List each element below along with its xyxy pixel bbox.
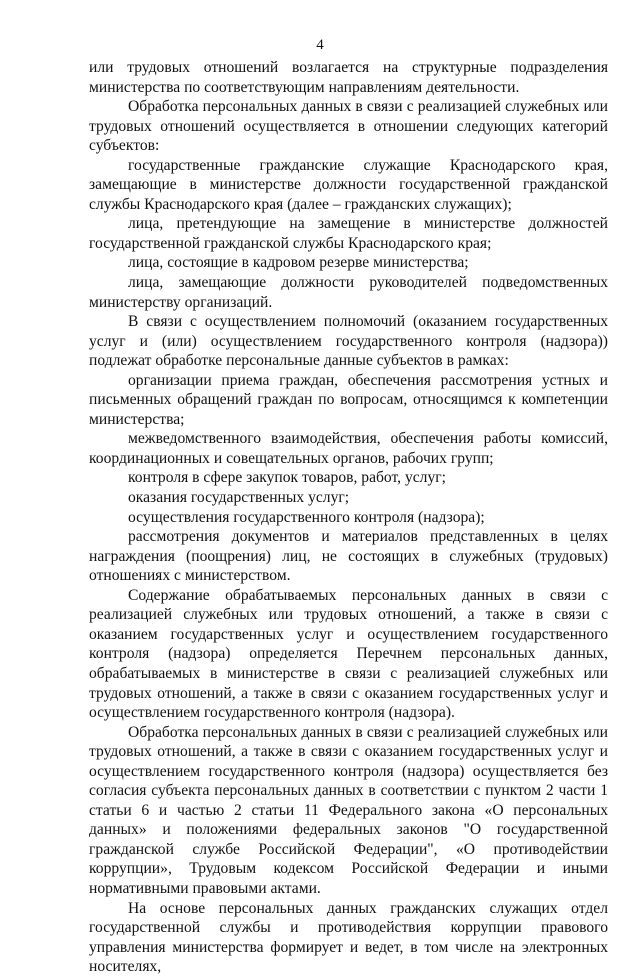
list-item-interagency: межведомственного взаимодействия, обеспечения работы комиссий, координационных и совещательных органов, рабочих групп; — [89, 430, 608, 467]
list-item-civil-servants: государственные гражданские служащие Краснодарского края, замещающие в министерстве должности государственной гражданской службы Краснодарского края (далее – гражданских служащих); — [89, 156, 608, 213]
list-item-state-services: оказания государственных услуг; — [128, 489, 350, 507]
page-number: 4 — [316, 37, 324, 53]
paragraph-legal-basis: Обработка персональных данных в связи с реализацией служебных или трудовых отношений, а также в связи с оказанием государственных услуг и осуществлением государственного контроля (надзора) осуществляется без согласия субъекта персональных данных в соответствии с пунктом 2 части 1 статьи 6 и частью 2 статьи 11 Федерального закона «О персональных данных» и положениями федеральных законов "О государственной гражданской службе Российской Федерации", «О противодействии коррупции», Трудовым кодексом Российской Федерации и иными нормативными правовыми актами. — [89, 723, 608, 897]
list-item-citizen-appeals: организации приема граждан, обеспечения рассмотрения устных и письменных обращений граждан по вопросам, относящимся к компетенции министерства; — [89, 371, 608, 428]
list-item-awards: рассмотрения документов и материалов представленных в целях награждения (поощрения) лиц, не состоящих в служебных (трудовых) отношениях с министерством. — [89, 528, 608, 585]
paragraph-processing-categories: Обработка персональных данных в связи с реализацией служебных или трудовых отношений осуществляется в отношении следующих категорий субъектов: — [89, 98, 608, 155]
list-item-personnel-reserve: лица, состоящие в кадровом резерве министерства; — [128, 254, 469, 272]
paragraph-data-content: Содержание обрабатываемых персональных данных в связи с реализацией служебных или трудовых отношений, а также в связи с оказанием государственных услуг и осуществлением государственного контроля (надзора) определяется Перечнем персональных данных, обрабатываемых в министерстве в связи с реализацией служебных или трудовых отношений, а также в связи с оказанием государственных услуг и осуществлением государственного контроля (надзора). — [89, 586, 608, 722]
list-item-state-control: осуществления государственного контроля (надзора); — [128, 508, 485, 526]
list-item-procurement-control: контроля в сфере закупок товаров, работ, услуг; — [128, 469, 446, 487]
list-item-heads-of-organizations: лица, замещающие должности руководителей подведомственных министерству организаций. — [89, 274, 608, 311]
paragraph-continuation: или трудовых отношений возлагается на структурные подразделения министерства по соответствующим направлениям деятельности. — [89, 59, 608, 96]
list-item-candidates: лица, претендующие на замещение в министерстве должностей государственной гражданской службы Краснодарского края; — [89, 215, 608, 252]
document-body — [89, 58, 608, 977]
paragraph-powers: В связи с осуществлением полномочий (оказанием государственных услуг и (или) осуществлением государственного контроля (надзора)) подлежат обработке персональные данные субъектов в рамках: — [89, 313, 608, 370]
paragraph-records: На основе персональных данных гражданских служащих отдел государственной службы и противодействия коррупции правового управления министерства формирует и ведет, в том числе на электронных носителях, — [89, 899, 608, 976]
